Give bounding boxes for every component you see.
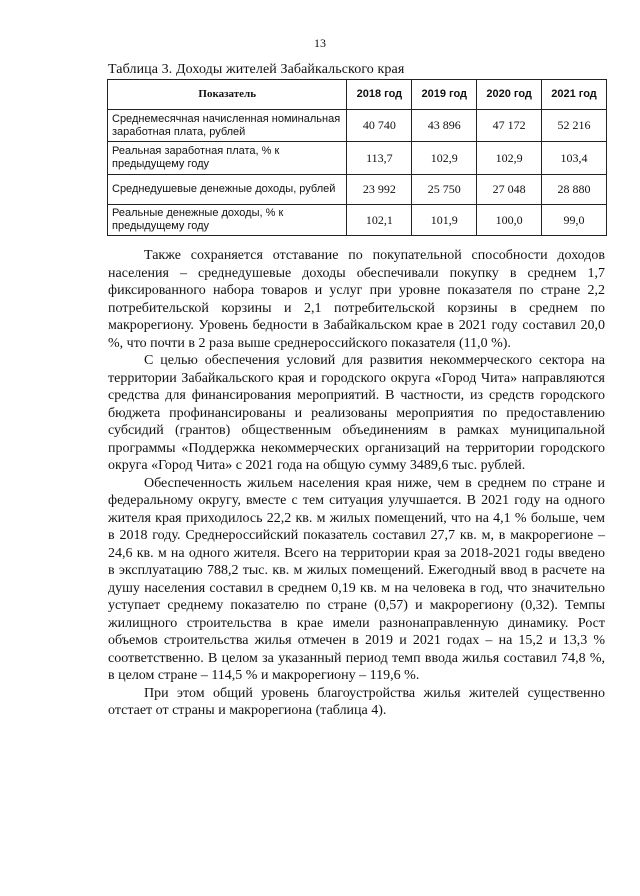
cell-value: 27 048 [477, 175, 542, 205]
cell-value: 102,9 [412, 142, 477, 175]
table-header-row [108, 80, 607, 110]
cell-value: 101,9 [412, 205, 477, 236]
header-year-2020: 2020 год [477, 80, 542, 110]
paragraph-purchasing-power: Также сохраняется отставание по покупательной способности доходов населения – среднедушевые доходы обеспечивали покупку в среднем 1,7 фиксированного набора товаров и услуг при уровне показателя по стране 2,2 потребительской корзины и 2,1 потребительской корзины в среднем по макрорегиону. Уровень бедности в Забайкальском крае в 2021 году составил 20,0 %, что почти в 2 раза выше среднероссийского показателя (11,0 %). [108, 248, 605, 351]
row-label: Реальная заработная плата, % к предыдущему году [108, 142, 347, 175]
header-year-2021: 2021 год [542, 80, 607, 110]
paragraph-housing-amenities: При этом общий уровень благоустройства жилья жителей существенно отстает от страны и макрорегиона (таблица 4). [108, 685, 605, 718]
page-number: 13 [314, 36, 326, 50]
table-row [108, 142, 607, 175]
cell-value: 23 992 [347, 175, 412, 205]
cell-value: 28 880 [542, 175, 607, 205]
paragraph-nonprofit-support: С целью обеспечения условий для развития некоммерческого сектора на территории Забайкальского края и городского округа «Город Чита» направляются средства для финансирования мероприятий. В частности, из средств городского бюджета профинансированы и реализованы мероприятия по предоставлению субсидий (грантов) общественным объединениям в рамках муниципальной программы «Поддержка некоммерческих организаций на территории городского округа «Город Чита» с 2021 года на общую сумму 3489,6 тыс. рублей. [108, 353, 605, 473]
cell-value: 52 216 [542, 110, 607, 142]
row-label: Среднедушевые денежные доходы, рублей [108, 175, 347, 205]
cell-value: 47 172 [477, 110, 542, 142]
row-label: Среднемесячная начисленная номинальная заработная плата, рублей [108, 110, 347, 142]
income-table [107, 79, 607, 236]
cell-value: 100,0 [477, 205, 542, 236]
cell-value: 102,9 [477, 142, 542, 175]
table-row [108, 205, 607, 236]
cell-value: 43 896 [412, 110, 477, 142]
table-caption: Таблица 3. Доходы жителей Забайкальского края [108, 62, 405, 77]
header-year-2019: 2019 год [412, 80, 477, 110]
cell-value: 113,7 [347, 142, 412, 175]
cell-value: 102,1 [347, 205, 412, 236]
table-row [108, 175, 607, 205]
table-row [108, 110, 607, 142]
row-label: Реальные денежные доходы, % к предыдущему году [108, 205, 347, 236]
cell-value: 103,4 [542, 142, 607, 175]
cell-value: 40 740 [347, 110, 412, 142]
body-text [108, 247, 605, 720]
cell-value: 99,0 [542, 205, 607, 236]
header-year-2018: 2018 год [347, 80, 412, 110]
header-indicator: Показатель [108, 80, 347, 110]
cell-value: 25 750 [412, 175, 477, 205]
paragraph-housing: Обеспеченность жильем населения края ниже, чем в среднем по стране и федеральному округу, вместе с тем ситуация улучшается. В 2021 году на одного жителя края приходилось 22,2 кв. м жилых помещений, что на 4,1 % больше, чем в 2018 году. Среднероссийский показатель составил 27,7 кв. м, в макрорегионе – 24,6 кв. м на одного жителя. Всего на территории края за 2018-2021 годы введено в эксплуатацию 788,2 тыс. кв. м жилых помещений. Ежегодный ввод в расчете на душу населения составил в среднем 0,19 кв. м на человека в год, что значительно уступает среднему показателю по стране (0,57) и макрорегиону (0,32). Темпы жилищного строительства в крае имели разнонаправленную динамику. Рост объемов строительства жилья отмечен в 2019 и 2021 годах – на 15,2 и 13,3 % соответственно. В целом за указанный период темп ввода жилья составил 74,8 %, в целом стране – 114,5 % и макрорегиону – 119,6 %. [108, 475, 605, 683]
